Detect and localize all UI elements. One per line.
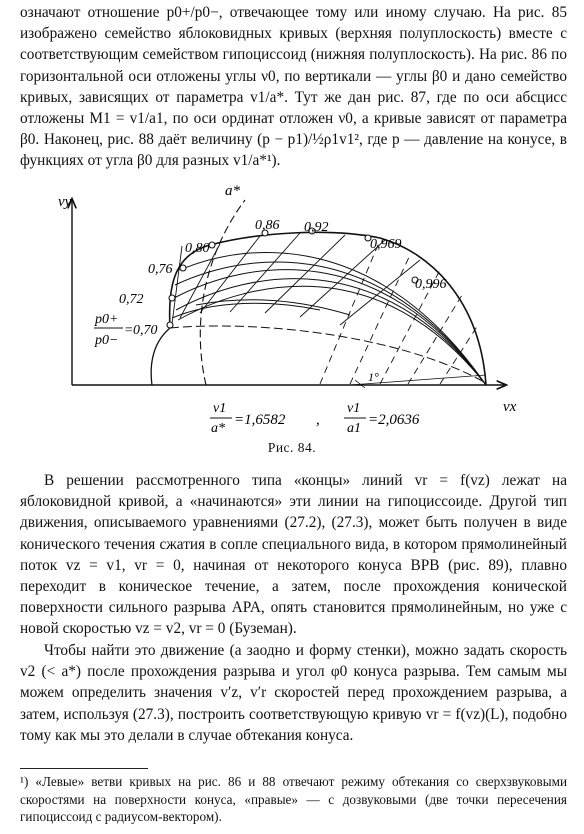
radial-line [265, 235, 345, 313]
figure-84 [0, 178, 584, 440]
dashed-ray [350, 255, 410, 384]
curve-label-080: 0,80 [185, 241, 210, 256]
ratio-numerator: p0+ [95, 312, 119, 327]
sonic-circle-arc [200, 200, 245, 385]
ratio-equals: = [124, 323, 134, 338]
curve-label-076: 0,76 [148, 262, 173, 277]
intro-paragraph [20, 2, 567, 172]
footnote-rule [20, 768, 148, 769]
intro-line1: означают отношение p0+/p0−, отвечающее тому или иному случаю. [20, 4, 486, 21]
family-curve [196, 300, 350, 315]
param1-numerator: v1 [213, 401, 227, 416]
vx-axis-label: vx [503, 399, 517, 415]
family-curve [172, 303, 320, 318]
figure-caption: Рис. 84. [267, 440, 317, 455]
curve-label-0996: 0,996 [415, 277, 447, 292]
footnote: ¹) «Левые» ветви кривых на рис. 86 и 88 отвечают режиму обтекания со сверхзвуковыми скоростями на поверхности конуса, «правые» — с дозвуковыми (две точки пересечения гипоциссоид с радиусом-вектором). [20, 774, 567, 824]
astar-label: a* [225, 183, 240, 199]
vy-axis-label: vy [58, 194, 72, 210]
paragraph-2: В решении рассмотренного типа «концы» линий vr = f(vz) лежат на яблоковидной кривой, а «начинаются» эти линии на гипоциссоиде. Другой тип движения, описываемого уравнениями (27.2), (27.3), может быть получен в виде конического течения сжатия в сопле специального вида, в котором прямолинейный поток vz = v1, vr = 0, начиная от некоторого конуса BPB (рис. 89), плавно переходит в коническое течение, а затем, после прохождения конической поверхности сильного разрыва APA, опять становится прямолинейным, но уже с новой скоростью vz = v2, vr = 0 (Буземан). [20, 472, 567, 638]
param-separator: , [316, 412, 320, 428]
point-080 [209, 242, 215, 248]
radial-line [172, 246, 182, 324]
param2-numerator: v1 [347, 401, 361, 416]
curve-label-086: 0,86 [255, 218, 280, 233]
intro-body: На рис. 85 изображено семейство яблоковидных кривых (верхняя полуплоскость) вместе с соответствующим семейством гипоциссоид (нижняя полуплоскость). На рис. 86 по горизонтальной оси отложены углы ν0, по вертикали — углы β0 и дано семейство кривых, зависящих от параметра v1/a*. Тут же дан рис. 87, где по оси абсцисс отложены M1 = v1/a1, по оси ординат отложен ν0, а кривые зависят от параметра β0. Наконец, рис. 88 даёт величину (p − p1)/½ρ1v1², где p — давление на конусе, в функциях от угла β0 для разных v1/a*¹). [20, 4, 568, 170]
family-curve [180, 252, 486, 385]
point-076 [180, 265, 186, 271]
param1-value: =1,6582 [234, 412, 286, 428]
param1-denominator: a* [211, 421, 225, 436]
curve-label-070: 0,70 [133, 323, 158, 338]
paragraph-3: Чтобы найти это движение (а заодно и форму стенки), можно задать скорость v2 (< a*) после прохождения разрыва и угол φ0 конуса разрыва. Тем самым мы можем определить значения v′z, v′r скоростей перед прохождением разрыва, а затем, используя (27.3), построить соответствующую кривую vr = f(vz)(L), подобно тому как мы это делали в случае обтекания конуса. [20, 642, 567, 744]
param2-value: =2,0636 [368, 412, 420, 428]
curve-label-092: 0,92 [304, 220, 329, 235]
ratio-denominator: p0− [95, 333, 119, 348]
dashed-rays [320, 240, 478, 384]
angle-label: 1° [368, 370, 379, 384]
curve-label-0969: 0,969 [370, 237, 402, 252]
point-072 [169, 295, 175, 301]
point-070 [167, 322, 173, 328]
curve-label-072: 0,72 [119, 292, 144, 307]
param2-denominator: a1 [347, 421, 361, 436]
